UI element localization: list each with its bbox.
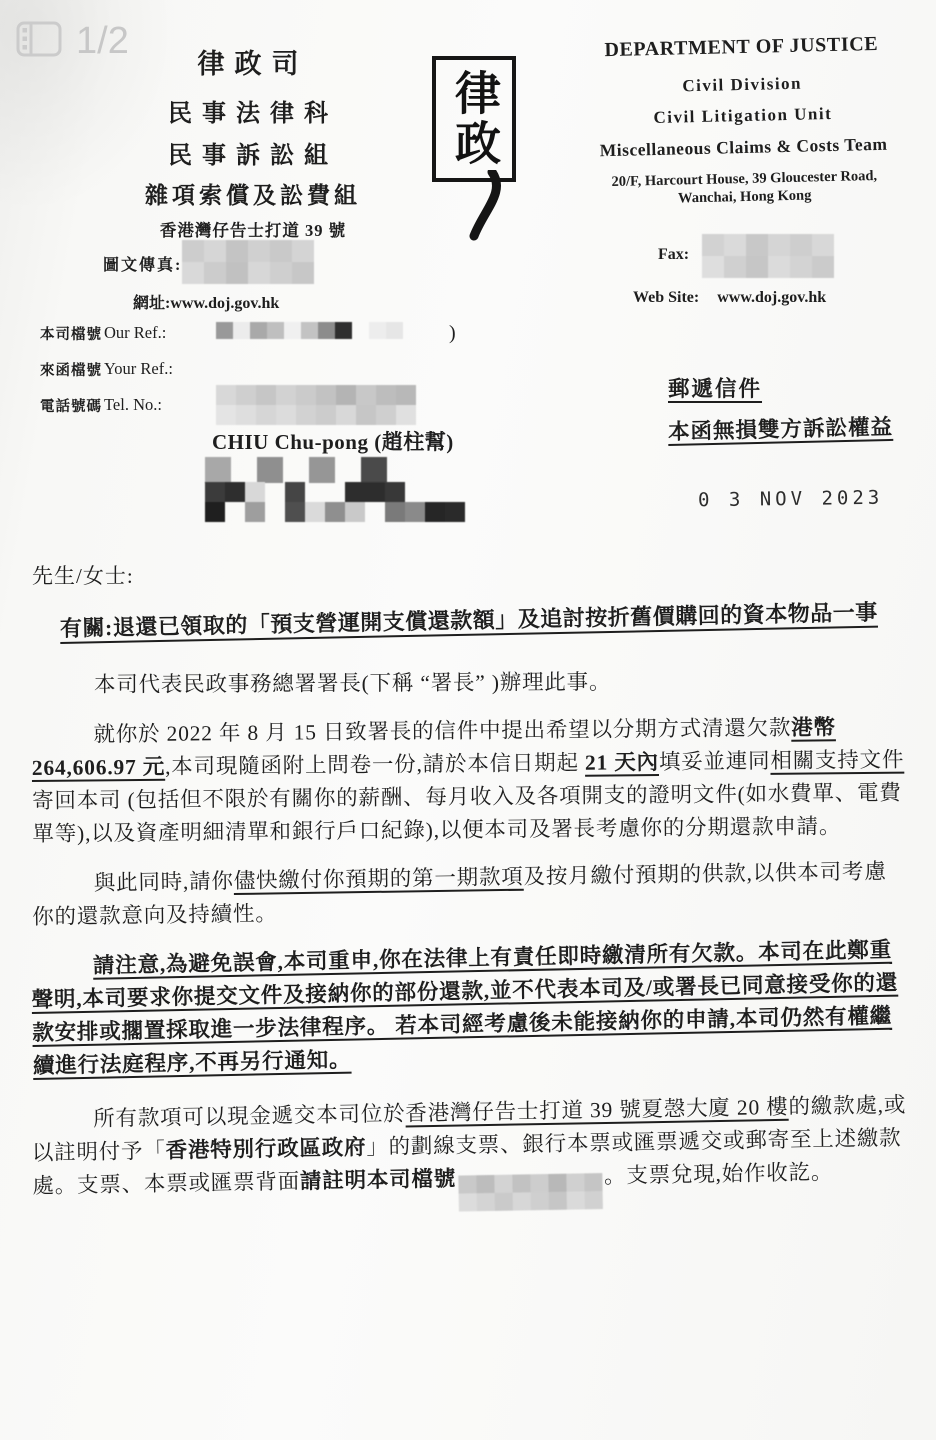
- web-url-zh: www.doj.gov.hk: [170, 295, 280, 312]
- letterhead-en: [551, 32, 935, 211]
- unit-zh: 民事訴訟組: [168, 143, 338, 169]
- our-ref-label-zh: 本司檔號: [40, 326, 102, 343]
- web-url-en: www.doj.gov.hk: [717, 289, 827, 306]
- pages-icon: [16, 21, 62, 62]
- unit-en: Civil Litigation Unit: [653, 103, 833, 128]
- letterhead-zh: [88, 42, 418, 272]
- address-en-1: 20/F, Harcourt House, 39 Gloucester Road,: [611, 167, 878, 190]
- reference-block: [40, 320, 456, 428]
- redaction-mosaic: [205, 482, 465, 522]
- fax-label-en: Fax:: [658, 246, 690, 263]
- letter-paragraphs: [32, 669, 908, 1219]
- website-row-en: [633, 289, 826, 307]
- text-segment: ,本司現隨函附上問卷一份,請於本信日期起: [164, 750, 586, 779]
- redaction-mosaic: [216, 322, 403, 339]
- redaction-mosaic: [702, 234, 834, 278]
- redaction-mosaic: [182, 240, 314, 284]
- recipient-name: CHIU Chu-pong (趙柱幫): [212, 430, 454, 454]
- letter-body: [32, 560, 908, 1236]
- recipient-address-redaction-2: [205, 482, 465, 522]
- text-segment: 21 天內: [584, 749, 659, 775]
- seal-tail-stroke: [452, 170, 514, 247]
- your-ref-row: [40, 356, 456, 382]
- team-zh: 雜項索償及訟費組: [145, 183, 361, 208]
- tel-label-en: Tel. No.:: [104, 395, 162, 414]
- redaction-mosaic: [205, 457, 387, 483]
- postal-stamp-line-1: 郵遞信件: [668, 377, 763, 401]
- dept-name-zh: 律政司: [197, 49, 309, 79]
- website-row-zh: [133, 290, 279, 313]
- fax-label-zh: 圖文傳真:: [103, 257, 183, 274]
- text-segment: 本司代表民政事務總署署長(下稱 “署長” )辦理此事。: [93, 669, 612, 697]
- postal-stamp-line-2: 本函無損雙方訴訟權益: [667, 414, 894, 444]
- dept-name-en: DEPARTMENT OF JUSTICE: [604, 32, 879, 62]
- doj-seal: [432, 56, 516, 182]
- address-zh-1: 香港灣仔告士打道 39 號: [159, 221, 347, 240]
- salutation: 先生/女士:: [32, 564, 134, 588]
- redaction-mosaic: [458, 1173, 603, 1212]
- our-ref-row: [40, 320, 456, 346]
- our-ref-paren: ): [449, 321, 456, 344]
- our-ref-redaction: [216, 322, 403, 344]
- your-ref-label-en: Your Ref.:: [104, 359, 173, 378]
- text-segment: 香港灣仔告士打道 39 號夏愨大廈 20 樓: [405, 1094, 789, 1126]
- seal-text: 律政: [449, 69, 500, 169]
- text-segment: 及按月繳付預期的供款,以供本司考慮你的還款意向及持續性。: [32, 859, 887, 929]
- text-segment: 相關支持文件: [770, 747, 905, 773]
- text-segment: 儘快繳付你預期的第一期款項: [233, 864, 524, 894]
- text-segment: 」的劃線支票、銀行本票或匯票遞交或郵寄至上述繳款處。支票、本票或匯票背面: [32, 1125, 902, 1198]
- our-ref-label-en: Our Ref.:: [104, 323, 167, 342]
- web-label-en: Web Site:: [633, 289, 700, 306]
- text-segment: 與此同時,請你: [93, 869, 234, 896]
- division-zh: 民事法律科: [168, 101, 338, 127]
- text-segment: 就你於 2022 年 8 月 15 日致署長的信件中提出希望以分期方式清還欠款: [93, 715, 792, 747]
- fax-number-redaction-en: [702, 234, 834, 278]
- tel-row: [40, 392, 456, 418]
- text-segment: 的繳款處,或以註明付予「: [31, 1092, 907, 1165]
- text-segment: 。支票兌現,始作收訖。: [603, 1160, 834, 1189]
- tel-label-zh: 電話號碼: [40, 398, 102, 415]
- subject-line: 有關:退還已領取的「預支營運開支償還款額」及追討按折舊價購回的資本物品一事: [59, 599, 878, 641]
- text-segment: 港幣 264,606.97 元: [31, 715, 836, 781]
- tel-number-redaction: [216, 385, 416, 425]
- page-indicator-label: 1/2: [76, 20, 129, 62]
- text-segment: 寄回本司 (包括但不限於有關你的薪酬、每月收入及各項開支的證明文件(如水費單、電費單等),以及資產明細清單和銀行戶口紀錄),以便本司及署長考慮你的分期還款申請。: [32, 780, 902, 846]
- your-ref-label-zh: 來函檔號: [40, 362, 102, 379]
- address-en-2: Wanchai, Hong Kong: [677, 187, 812, 207]
- postal-stamp-block: [668, 372, 893, 446]
- team-en: Miscellaneous Claims & Costs Team: [599, 133, 888, 161]
- division-en: Civil Division: [682, 73, 803, 96]
- text-segment: 請註明本司檔號: [299, 1166, 457, 1194]
- text-segment: 請注意,為避免誤會,本司重申,你在法律上有責任即時繳清所有欠款。本司在此鄭重聲明,本司要求你提交文件及接納你的部份還款,並不代表本司及/或署長已同意接受你的還款安排或擱置採取進一步法律程序。 若本司經考慮後未能接納你的申請,本司仍然有權繼續進行法庭程序,不再另行通知。: [31, 937, 899, 1078]
- fax-number-redaction-zh: [182, 240, 314, 284]
- text-segment: 香港特別行政區政府: [165, 1135, 367, 1163]
- redaction-mosaic: [216, 385, 416, 425]
- text-segment: 所有款項可以現金遞交本司位於: [93, 1101, 406, 1131]
- date-stamp: 0 3 NOV 2023: [697, 486, 884, 512]
- text-segment: 填妥並連同: [658, 748, 771, 774]
- web-label-zh: 網址:: [133, 295, 171, 312]
